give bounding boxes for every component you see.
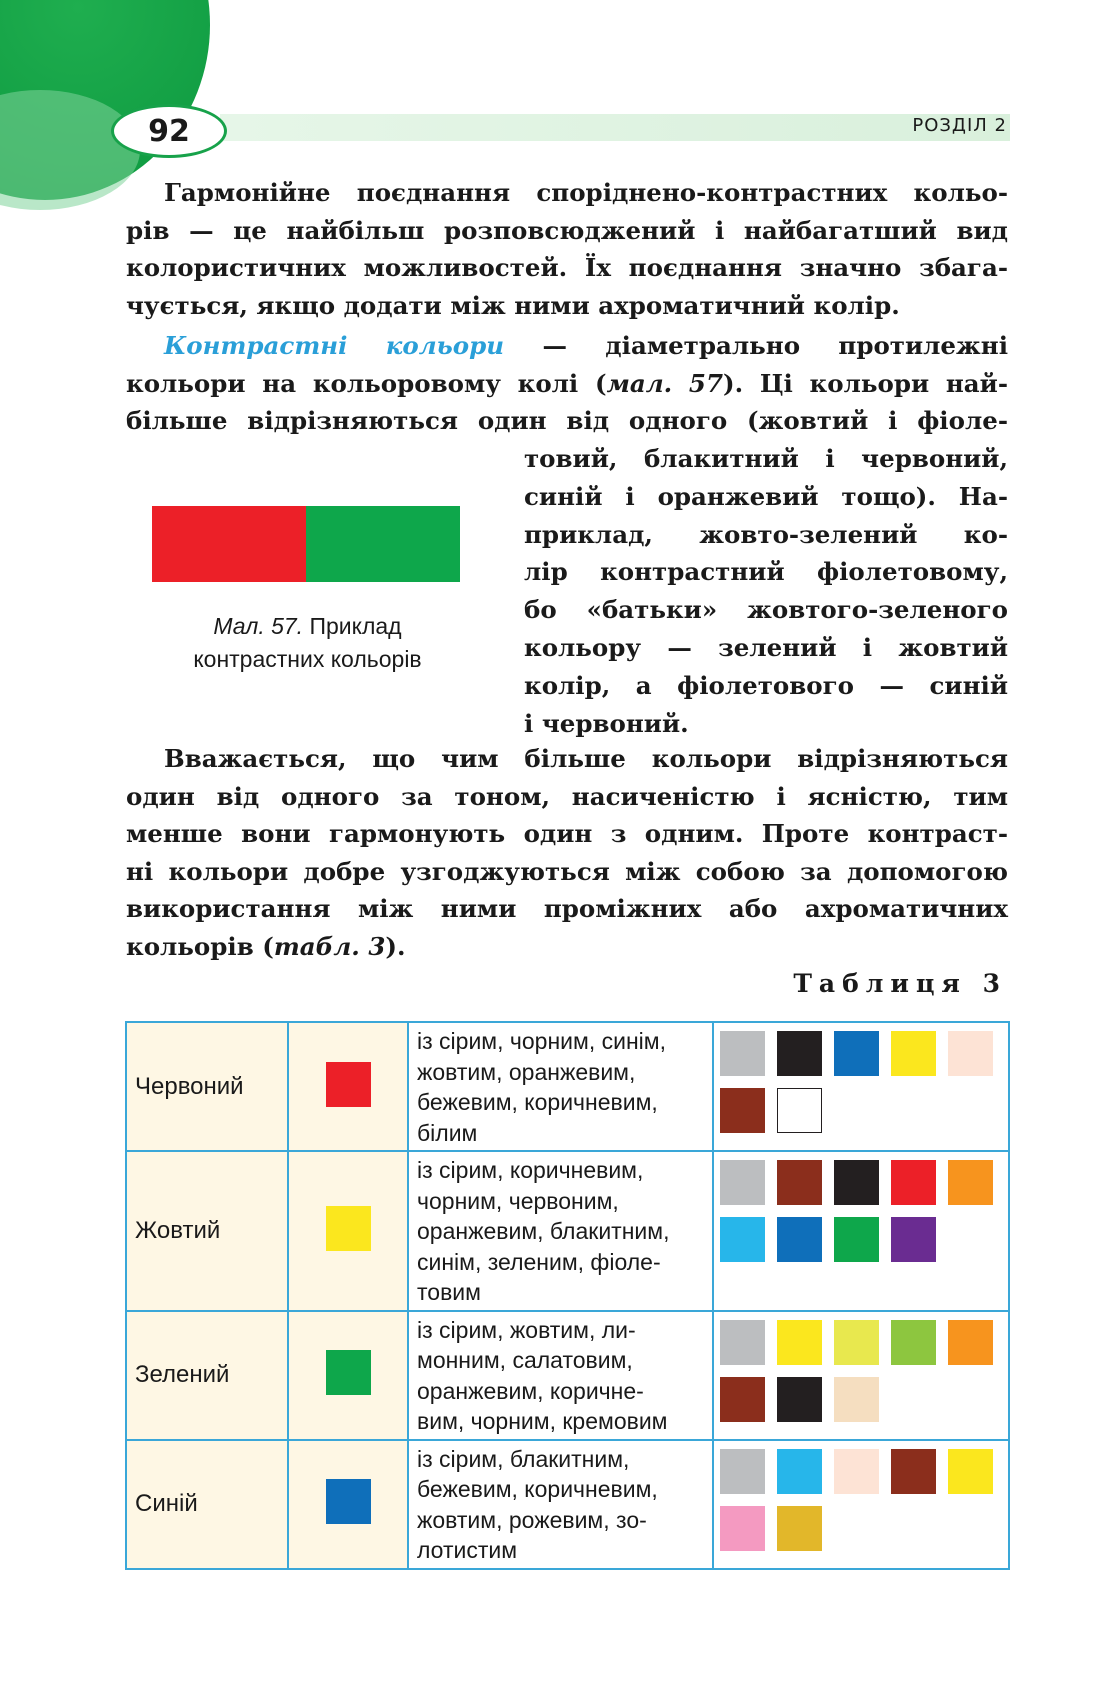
main-color-swatch [326,1350,371,1395]
combination-swatch [720,1160,765,1205]
combination-line: жовтим, оранжевим, [417,1058,636,1085]
header-band [220,114,1010,141]
combination-swatch [891,1217,936,1262]
combination-line: монним, салатовим, [417,1347,633,1373]
text-line: менше вони гармонують один з одним. Проте контраст- [126,819,1008,848]
text-span: ). Ці кольори най- [723,368,1009,398]
text-line: Гармонійне поєднання споріднено-контрастних кольо- [164,178,1008,207]
combination-swatch [777,1031,822,1076]
combination-swatches [713,1022,1009,1151]
combination-line: із сірим, жовтим, ли- [417,1316,636,1343]
color-name: Жовтий [126,1151,288,1311]
combination-line: із сірим, блакитним, [417,1445,630,1472]
combination-swatches [713,1311,1009,1440]
table-row [126,1151,1009,1311]
combination-swatch [720,1449,765,1494]
table-title: Таблиця 3 [793,969,1007,998]
main-color-swatch [326,1479,371,1524]
text-line: Вважається, що чим більше кольори відрізняються [164,744,1008,773]
section-label: РОЗДІЛ 2 [912,115,1007,136]
color-swatch-cell [288,1311,408,1440]
table-row [126,1022,1009,1151]
combination-swatch [948,1031,993,1076]
combination-swatches [713,1151,1009,1311]
text-line: ні кольори добре узгоджуються між собою за допомогою [126,856,1008,886]
figure-57 [152,506,460,582]
text-line: лір контрастний фіолетовому, [524,557,1008,587]
combination-swatch [777,1449,822,1494]
text-line: бо «батьки» жовтого-зеленого [524,595,1008,625]
combination-swatch [834,1160,879,1205]
combination-swatch [891,1160,936,1205]
text-span: ). [385,931,406,961]
combination-text [408,1440,713,1569]
combination-swatch [720,1088,765,1133]
combination-line: вим, чорним, кремовим [417,1408,668,1434]
text-line: використання між ними проміжних або ахроматичних [126,894,1008,923]
paragraph-3 [126,740,1008,965]
combination-swatch [777,1506,822,1551]
text-line: більше відрізняються один від одного (жовтий і фіоле- [126,406,1008,435]
combination-swatch [834,1320,879,1365]
combination-line: із сірим, коричневим, [417,1157,644,1183]
combination-swatch [777,1160,822,1205]
figure-caption [150,610,465,676]
combination-line: лотистим [417,1537,518,1563]
caption-text: контрастних кольорів [193,646,422,672]
green-swatch [306,506,460,582]
text-span: — діаметрально протилежні [504,331,1008,360]
figure-reference: мал. 57 [606,368,724,398]
text-line: приклад, жовто-зелений ко- [524,519,1008,549]
combination-swatch [891,1031,936,1076]
combination-text [408,1311,713,1440]
term-highlight: Контрастні кольори [164,331,505,360]
table-row [126,1311,1009,1440]
color-name: Зелений [126,1311,288,1440]
combination-swatches [713,1440,1009,1569]
text-line: і червоний. [524,708,689,738]
combination-line: оранжевим, коричне- [417,1377,644,1404]
combination-line: жовтим, рожевим, зо- [417,1506,647,1533]
combination-text [408,1022,713,1151]
combination-swatch [720,1217,765,1262]
combination-swatch [834,1377,879,1422]
paragraph-2-continued [524,440,1008,742]
text-line: товий, блакитний і червоний, [524,444,1008,473]
text-line: синій і оранжевий тощо). На- [524,481,1008,511]
combination-line: бежевим, коричневим, [417,1476,658,1502]
combination-line: білим [417,1119,478,1146]
combination-swatch [834,1449,879,1494]
combination-swatch [948,1160,993,1205]
text-line [126,928,1008,966]
combination-line: оранжевим, блакитним, [417,1218,670,1244]
text-line: чується, якщо додати між ними ахроматичний колір. [126,290,900,320]
caption-label: Мал. 57. [213,613,304,639]
combination-swatch [777,1217,822,1262]
combination-swatch [891,1449,936,1494]
combination-swatch [777,1377,822,1422]
combination-line: із сірим, чорним, синім, [417,1028,666,1054]
color-name: Червоний [126,1022,288,1151]
text-line: колористичних можливостей. Їх поєднання значно збага- [126,253,1008,282]
color-swatch-cell [288,1440,408,1569]
text-line: рів — це найбільш розповсюджений і найбагатший вид [126,215,1008,245]
combination-swatch [834,1031,879,1076]
red-swatch [152,506,306,582]
text-line [126,327,1008,365]
table-row [126,1440,1009,1569]
main-color-swatch [326,1062,371,1107]
color-swatch-cell [288,1151,408,1311]
table-reference: табл. 3 [273,931,386,961]
combination-line: чорним, червоним, [417,1187,619,1214]
combination-swatch [720,1031,765,1076]
combination-line: товим [417,1279,481,1305]
combination-text [408,1151,713,1311]
text-span: кольорів ( [126,931,274,961]
combination-line: синім, зеленим, фіоле- [417,1248,661,1275]
combination-swatch [777,1320,822,1365]
combination-swatch [720,1506,765,1551]
paragraph-2 [126,327,1008,440]
caption-text: Приклад [303,613,402,639]
main-color-swatch [326,1206,371,1251]
combination-swatch [720,1320,765,1365]
text-line: кольору — зелений і жовтий [524,632,1008,662]
page-number: 92 [111,104,227,158]
combination-swatch [834,1217,879,1262]
combination-swatch [948,1320,993,1365]
color-table [125,1021,1010,1570]
text-line [126,365,1008,403]
text-line: один від одного за тоном, насиченістю і ясністю, тим [126,781,1008,811]
combination-swatch [948,1449,993,1494]
color-swatch-cell [288,1022,408,1151]
text-span: кольори на кольоровому колі ( [126,368,607,398]
combination-swatch [777,1088,822,1133]
text-line: колір, а фіолетового — синій [524,670,1008,700]
paragraph-1 [126,174,1008,324]
color-name: Синій [126,1440,288,1569]
combination-line: бежевим, коричневим, [417,1089,658,1115]
combination-swatch [891,1320,936,1365]
combination-swatch [720,1377,765,1422]
